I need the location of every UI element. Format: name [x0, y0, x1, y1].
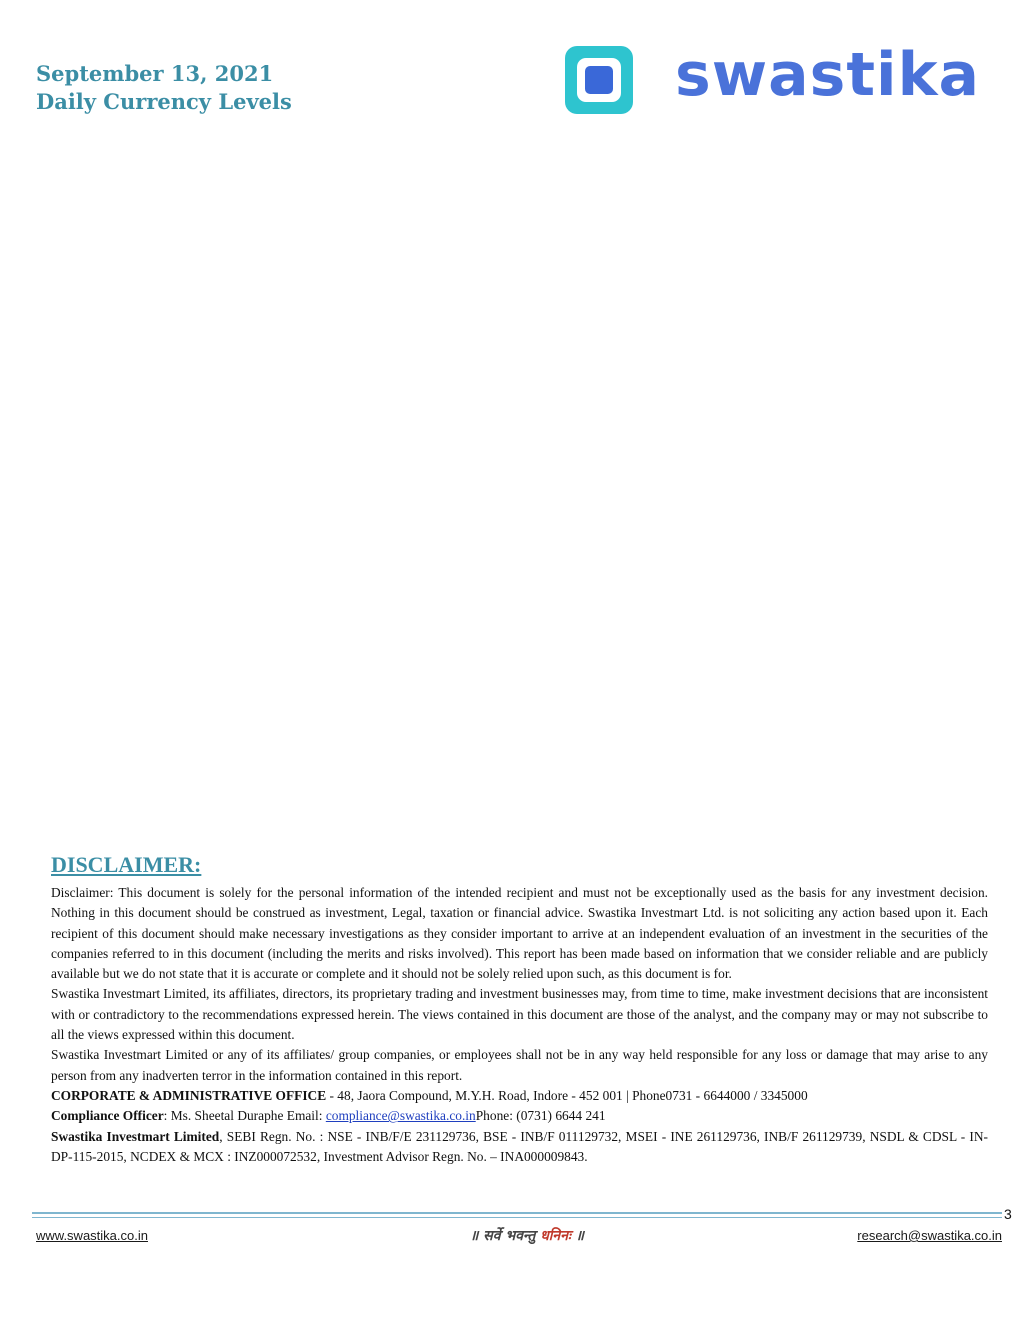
research-email-link[interactable]: research@swastika.co.in: [857, 1228, 1002, 1243]
motto-end: ॥: [570, 1228, 585, 1244]
compliance-label: Compliance Officer: [51, 1108, 164, 1124]
compliance-officer: [51, 1106, 988, 1126]
logo-wordmark: swastika: [675, 40, 980, 110]
office-text: - 48, Jaora Compound, M.Y.H. Road, Indore - 452 001 | Phone0731 - 6644000 / 3345000: [326, 1087, 808, 1103]
swastika-logo: [563, 40, 1003, 118]
report-title: Daily Currency Levels: [36, 89, 292, 114]
compliance-email-link[interactable]: compliance@swastika.co.in: [325, 1108, 476, 1124]
registration-text: , SEBI Regn. No. : NSE - INB/F/E 231129736, BSE - INB/F 011129732, MSEI - INE 261129736, INB/F 261129739, NSDL & CDSL - IN-DP-115-2015, NCDEX & MCX : INZ000072532, Investment Advisor Regn. No. – INA000009843.: [51, 1128, 988, 1164]
disclaimer-paragraph: Swastika Investmart Limited, its affiliates, directors, its proprietary trading and investment businesses may, from time to time, make investment decisions that are inconsistent with or contradictory to the recommendations expressed herein. The views contained in this document are those of the analyst, and the company may or may not subscribe to all the views expressed within this document.: [51, 986, 988, 1043]
footer-motto: [470, 1226, 584, 1245]
footer-divider: [32, 1212, 1002, 1218]
motto-accent: धनिनः: [540, 1228, 571, 1244]
disclaimer-paragraph: Swastika Investmart Limited or any of its affiliates/ group companies, or employees shall not be in any way held responsible for any loss or damage that may arise to any person from any inadverten terror in the information contained in this report.: [51, 1047, 988, 1083]
report-date: September 13, 2021: [36, 61, 274, 86]
motto-start: ॥ सर्वे भवन्तु: [470, 1228, 541, 1244]
compliance-phone: Phone: (0731) 6644 241: [475, 1108, 606, 1124]
compliance-text: : Ms. Sheetal Duraphe Email:: [163, 1108, 326, 1124]
registration-label: Swastika Investmart Limited: [51, 1128, 220, 1144]
office-label: CORPORATE & ADMINISTRATIVE OFFICE: [51, 1087, 327, 1103]
registration-info: [51, 1127, 988, 1168]
disclaimer-heading: DISCLAIMER:: [51, 852, 202, 877]
disclaimer-paragraph: Disclaimer: This document is solely for the personal information of the intended recipient and must not be exceptionally used as the basis for any investment decision. Nothing in this document should be construed as investment, Legal, taxation or financial advice. Swastika Investmart Ltd. is not soliciting any action based upon it. Each recipient of this document should make necessary investigations as they consider important to arrive at an independent evaluation of an investment in the securities of the companies referred to in this document (including the merits and risks involved). This report has been made based on information that we consider reliable and are publicly available but we do not state that it is accurate or complete and it should not be solely relied upon such, as this document is for.: [51, 885, 988, 982]
disclaimer-body: [51, 883, 988, 1167]
website-link[interactable]: www.swastika.co.in: [36, 1228, 148, 1243]
page-number: 3: [1004, 1206, 1012, 1222]
square-badge-icon: [563, 44, 635, 116]
office-address: [51, 1086, 988, 1106]
report-header: [36, 60, 292, 116]
